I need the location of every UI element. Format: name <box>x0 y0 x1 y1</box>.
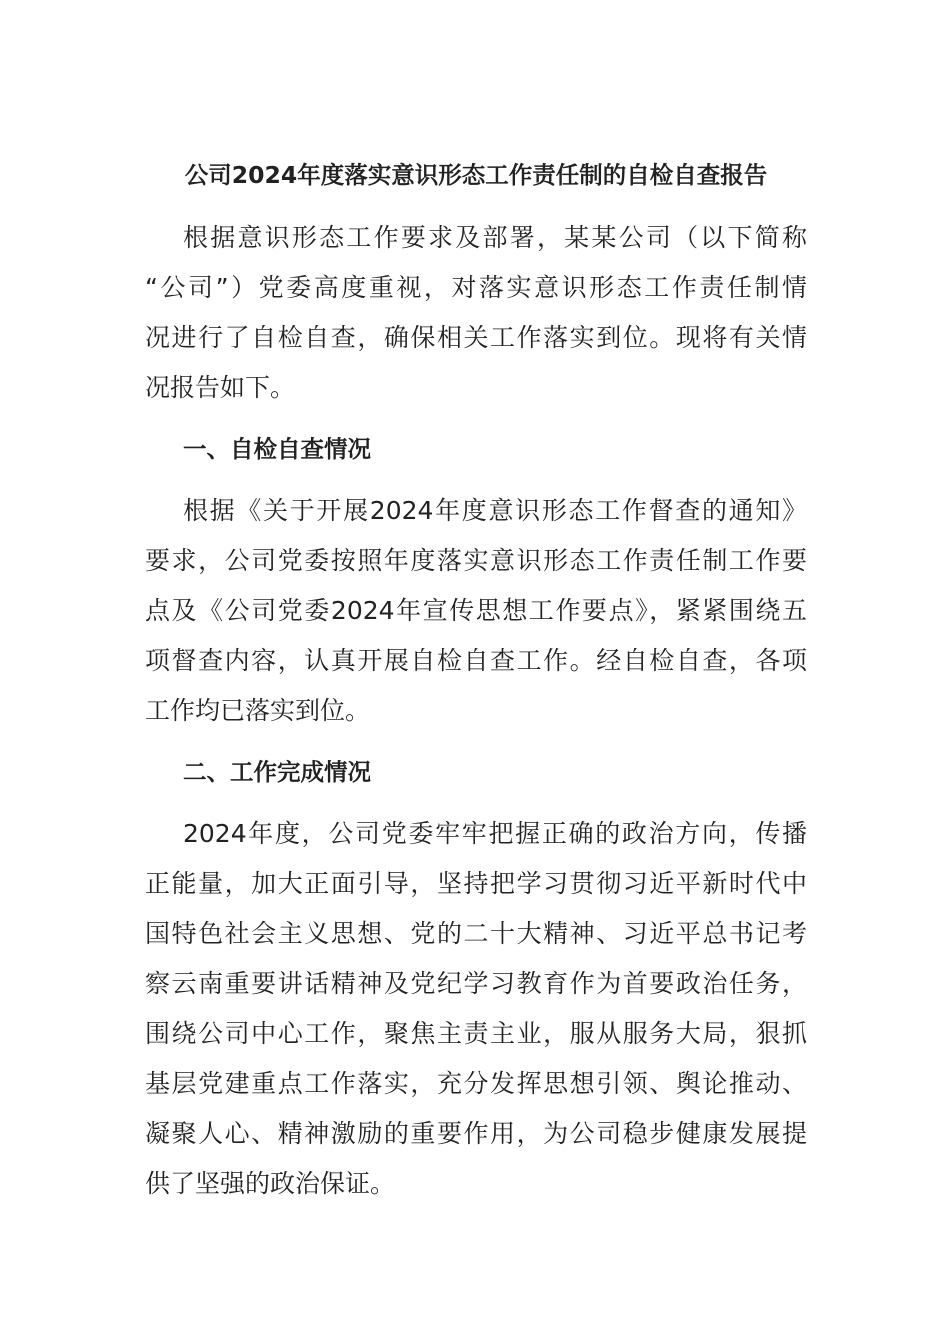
section-1-line-3: 点及《公司党委2024年宣传思想工作要点》，紧紧围绕五 <box>145 596 807 625</box>
section-1-line-4: 项督查内容，认真开展自检自查工作。经自检自查，各项 <box>145 646 807 675</box>
section-2-line-7: 凝聚人心、精神激励的重要作用，为公司稳步健康发展提 <box>145 1119 807 1148</box>
section-2-line-5: 围绕公司中心工作，聚焦主责主业，服从服务大局，狠抓 <box>145 1019 807 1048</box>
section-1-line-1: 根据《关于开展2024年度意识形态工作督查的通知》 <box>183 496 807 525</box>
section-2-line-4: 察云南重要讲话精神及党纪学习教育作为首要政治任务， <box>145 969 807 998</box>
section-2-line-1: 2024年度，公司党委牢牢把握正确的政治方向，传播 <box>183 819 807 848</box>
section-2-line-6: 基层党建重点工作落实，充分发挥思想引领、舆论推动、 <box>145 1069 807 1098</box>
intro-line-2: “公司”）党委高度重视，对落实意识形态工作责任制情 <box>145 273 807 302</box>
section-1-heading: 一、自检自查情况 <box>183 435 371 463</box>
section-2-line-2: 正能量，加大正面引导，坚持把学习贯彻习近平新时代中 <box>145 869 807 898</box>
section-2-line-3: 国特色社会主义思想、党的二十大精神、习近平总书记考 <box>145 919 807 948</box>
section-2-heading: 二、工作完成情况 <box>183 758 371 786</box>
section-2-line-8: 供了坚强的政治保证。 <box>145 1169 396 1198</box>
section-1-line-2: 要求，公司党委按照年度落实意识形态工作责任制工作要 <box>145 546 807 575</box>
document-title: 公司2024年度落实意识形态工作责任制的自检自查报告 <box>184 161 768 189</box>
intro-line-4: 况报告如下。 <box>145 373 296 402</box>
intro-line-3: 况进行了自检自查，确保相关工作落实到位。现将有关情 <box>145 323 807 352</box>
intro-line-1: 根据意识形态工作要求及部署，某某公司（以下简称 <box>183 223 807 252</box>
section-1-line-5: 工作均已落实到位。 <box>145 696 371 725</box>
